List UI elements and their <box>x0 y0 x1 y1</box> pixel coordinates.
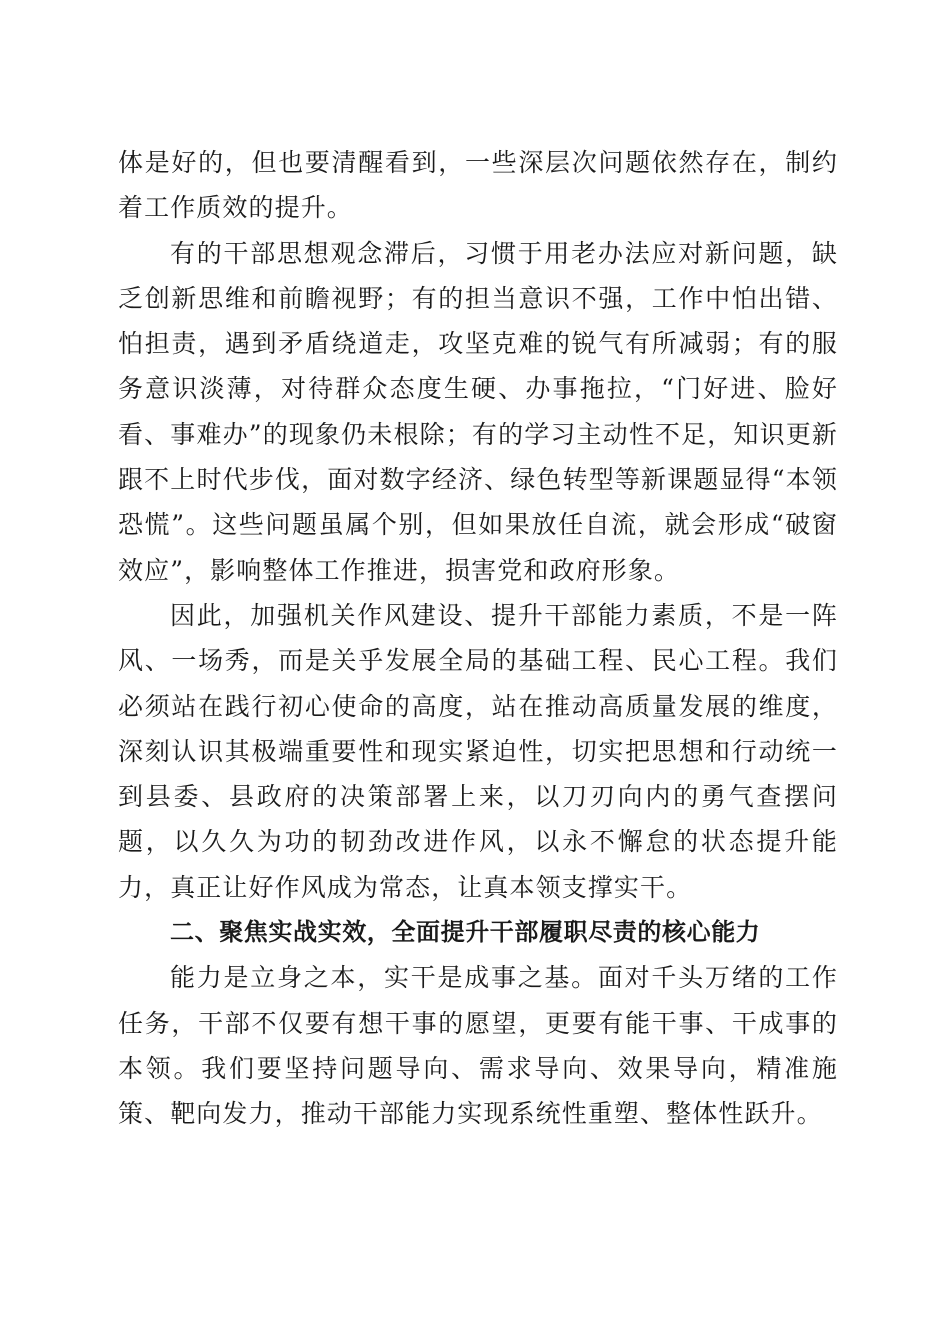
paragraph-continuation: 体是好的，但也要清醒看到，一些深层次问题依然存在，制约着工作质效的提升。 <box>118 148 838 223</box>
paragraph-ability: 能力是立身之本，实干是成事之基。面对千头万绪的工作任务，干部不仅要有想干事的愿望，更要有能干事、干成事的本领。我们要坚持问题导向、需求导向、效果导向，精准施策、靶向发力，推动干部能力实现系统性重塑、整体性跃升。 <box>118 963 838 1129</box>
paragraph-therefore: 因此，加强机关作风建设、提升干部能力素质，不是一阵风、一场秀，而是关乎发展全局的基础工程、民心工程。我们必须站在践行初心使命的高度，站在推动高质量发展的维度，深刻认识其极端重要性和现实紧迫性，切实把思想和行动统一到县委、县政府的决策部署上来，以刀刃向内的勇气查摆问题，以久久为功的韧劲改进作风，以永不懈怠的状态提升能力，真正让好作风成为常态，让真本领支撑实干。 <box>118 600 838 902</box>
document-page <box>118 140 838 1137</box>
paragraph-problems: 有的干部思想观念滞后，习惯于用老办法应对新问题，缺乏创新思维和前瞻视野；有的担当意识不强，工作中怕出错、怕担责，遇到矛盾绕道走，攻坚克难的锐气有所减弱；有的服务意识淡薄，对待群众态度生硬、办事拖拉，“门好进、脸好看、事难办”的现象仍未根除；有的学习主动性不足，知识更新跟不上时代步伐，面对数字经济、绿色转型等新课题显得“本领恐慌”。这些问题虽属个别，但如果放任自流，就会形成“破窗效应”，影响整体工作推进，损害党和政府形象。 <box>118 238 838 585</box>
section-heading: 二、聚焦实战实效，全面提升干部履职尽责的核心能力 <box>170 918 761 947</box>
